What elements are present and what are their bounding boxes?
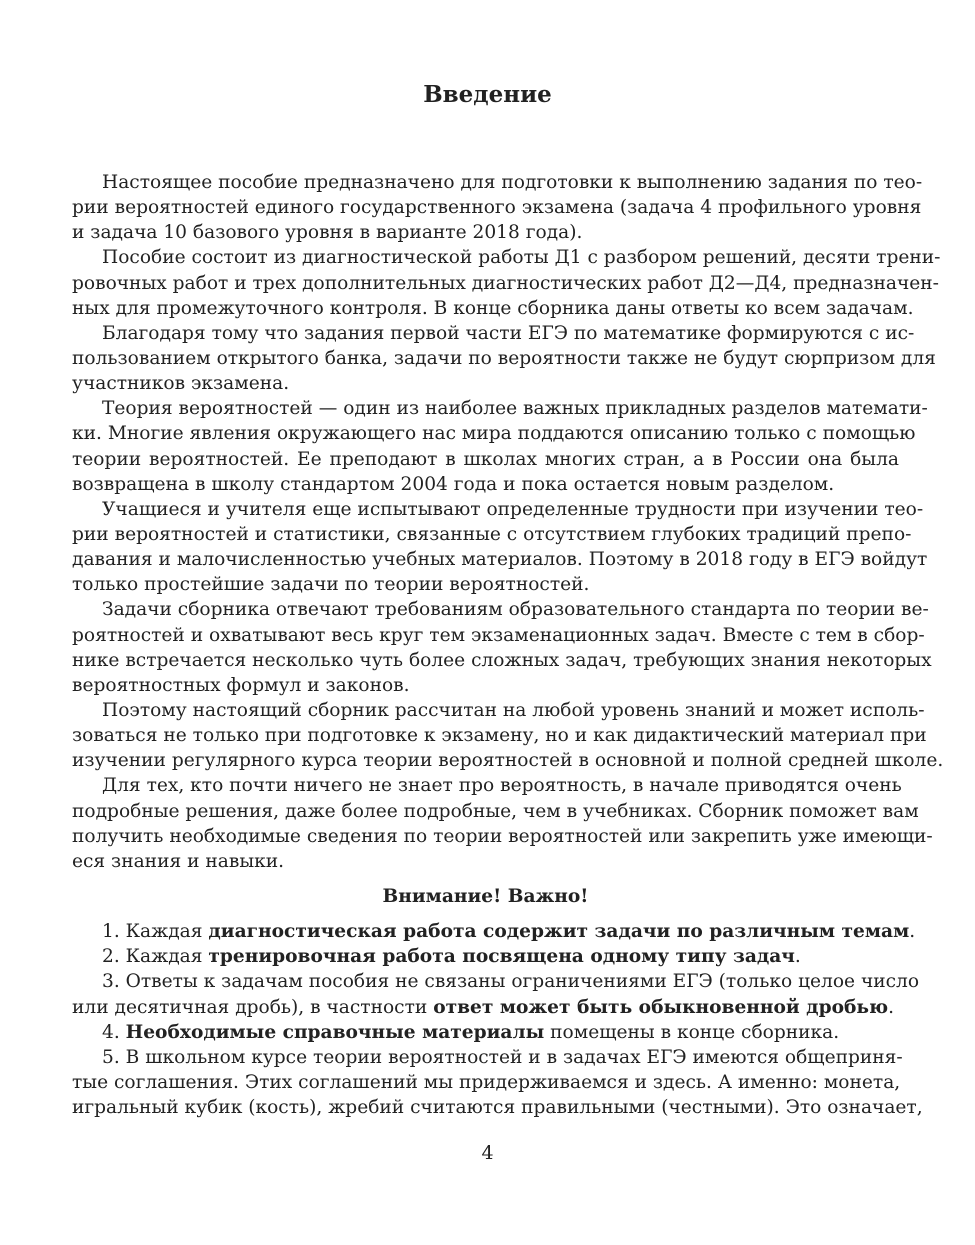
text-line: [72, 623, 925, 648]
text-line: [72, 1020, 899, 1045]
text-run: 4.: [102, 1021, 126, 1043]
page-number: 4: [481, 1142, 494, 1164]
text-run: ровочных работ и трех дополнительных диагностических работ Д2—Д4, предназначен-: [72, 272, 939, 294]
text-line: [72, 547, 928, 572]
text-run: подробные решения, даже более подробные, чем в учебниках. Сборник поможет вам: [72, 800, 919, 822]
text-line: [72, 824, 933, 849]
text-run: .: [794, 946, 801, 968]
text-line: [72, 995, 899, 1020]
text-run: ных для промежуточного контроля. В конце сборника даны ответы ко всем задачам.: [72, 297, 914, 319]
text-run: зоваться не только при подготовке к экзамену, но и как дидактический материал при: [72, 725, 927, 747]
text-line: [72, 421, 916, 446]
text-line: [72, 170, 923, 195]
text-line: [72, 572, 899, 597]
text-run: Теория вероятностей — один из наиболее важных прикладных разделов математи-: [102, 398, 928, 420]
text-line: [72, 321, 915, 346]
bold-text: диагностическая работа содержит задачи по различным темам: [208, 921, 910, 943]
text-line: [72, 698, 925, 723]
text-line: [72, 597, 929, 622]
text-line: [72, 673, 899, 698]
text-run: и задача 10 базового уровня в варианте 2018 года).: [72, 222, 583, 244]
text-line: [72, 748, 944, 773]
bold-text: тренировочная работа посвящена одному типу задач: [208, 946, 795, 968]
text-line: [72, 271, 939, 296]
text-run: игральный кубик (кость), жребий считаются правильными (честными). Это означает,: [72, 1097, 923, 1119]
text-run: теории вероятностей. Ее преподают в школах многих стран, а в России она была: [72, 448, 899, 470]
text-line: [72, 396, 928, 421]
bold-text: ответ может быть обыкновенной дробью: [433, 996, 889, 1018]
text-run: тые соглашения. Этих соглашений мы придерживаемся и здесь. А именно: монета,: [72, 1071, 901, 1093]
text-run: рии вероятностей единого государственного экзамена (задача 4 профильного уровня: [72, 197, 922, 219]
text-line: [72, 1045, 903, 1070]
text-line: [72, 497, 924, 522]
text-line: [72, 723, 927, 748]
text-run: или десятичная дробь), в частности: [72, 996, 434, 1018]
section-heading: [72, 884, 899, 909]
text-line: [72, 944, 899, 969]
text-line: [72, 245, 941, 270]
text-run: 5. В школьном курсе теории вероятностей и в задачах ЕГЭ имеются общеприня-: [102, 1046, 903, 1068]
text-run: ки. Многие явления окружающего нас мира поддаются описанию только с помощью: [72, 423, 916, 445]
text-run: .: [888, 996, 894, 1018]
text-line: [72, 371, 899, 396]
text-line: [72, 522, 912, 547]
bold-text: Необходимые справочные материалы: [125, 1021, 545, 1043]
text-run: еся знания и навыки.: [72, 850, 285, 872]
text-run: участников экзамена.: [72, 373, 290, 395]
text-run: 2. Каждая: [102, 946, 209, 968]
text-run: только простейшие задачи по теории вероятностей.: [72, 574, 590, 596]
text-line: [72, 849, 899, 874]
text-line: [72, 447, 899, 472]
text-run: помещены в конце сборника.: [544, 1021, 840, 1043]
text-run: Поэтому настоящий сборник рассчитан на любой уровень знаний и может исполь-: [102, 699, 925, 721]
text-run: изучении регулярного курса теории вероятностей в основной и полной средней школе.: [72, 750, 944, 772]
text-run: Благодаря тому что задания первой части ЕГЭ по математике формируются с ис-: [102, 322, 915, 344]
text-line: [72, 346, 936, 371]
text-run: Для тех, кто почти ничего не знает про вероятность, в начале приводятся очень: [102, 775, 902, 797]
text-line: [72, 648, 932, 673]
text-run: получить необходимые сведения по теории вероятностей или закрепить уже имеющи-: [72, 825, 933, 847]
text-line: [72, 296, 914, 321]
text-line: [72, 220, 899, 245]
text-line: [72, 969, 920, 994]
text-line: [72, 773, 902, 798]
text-line: [72, 195, 922, 220]
text-run: Учащиеся и учителя еще испытывают определенные трудности при изучении тео-: [102, 498, 924, 520]
text-run: рии вероятностей и статистики, связанные с отсутствием глубоких традиций препо-: [72, 523, 912, 545]
text-run: пользованием открытого банка, задачи по вероятности также не будут сюрпризом для: [72, 347, 936, 369]
text-line: [72, 919, 916, 944]
text-run: Пособие состоит из диагностической работы Д1 с разбором решений, десяти трени-: [102, 247, 941, 269]
text-run: вероятностных формул и законов.: [72, 674, 410, 696]
text-run: Настоящее пособие предназначено для подготовки к выполнению задания по тео-: [102, 172, 923, 193]
text-run: роятностей и охватывают весь круг тем экзаменационных задач. Вместе с тем в сбор-: [72, 624, 925, 646]
text-run: 3. Ответы к задачам пособия не связаны ограничениями ЕГЭ (только целое число: [102, 971, 920, 993]
text-line: [72, 1070, 899, 1095]
text-line: [72, 472, 899, 497]
bold-text: Внимание! Важно!: [382, 885, 589, 907]
text-run: нике встречается несколько чуть более сложных задач, требующих знания некоторых: [72, 649, 932, 671]
text-run: .: [909, 921, 916, 943]
page-title: Введение: [423, 81, 552, 108]
text-run: возвращена в школу стандартом 2004 года и пока остается новым разделом.: [72, 473, 835, 495]
text-run: 1. Каждая: [102, 921, 209, 943]
text-line: [72, 1095, 923, 1120]
text-run: Задачи сборника отвечают требованиям образовательного стандарта по теории ве-: [102, 599, 929, 621]
body-text: [72, 170, 944, 1120]
text-run: давания и малочисленностью учебных материалов. Поэтому в 2018 году в ЕГЭ войдут: [72, 549, 928, 571]
text-line: [72, 799, 919, 824]
